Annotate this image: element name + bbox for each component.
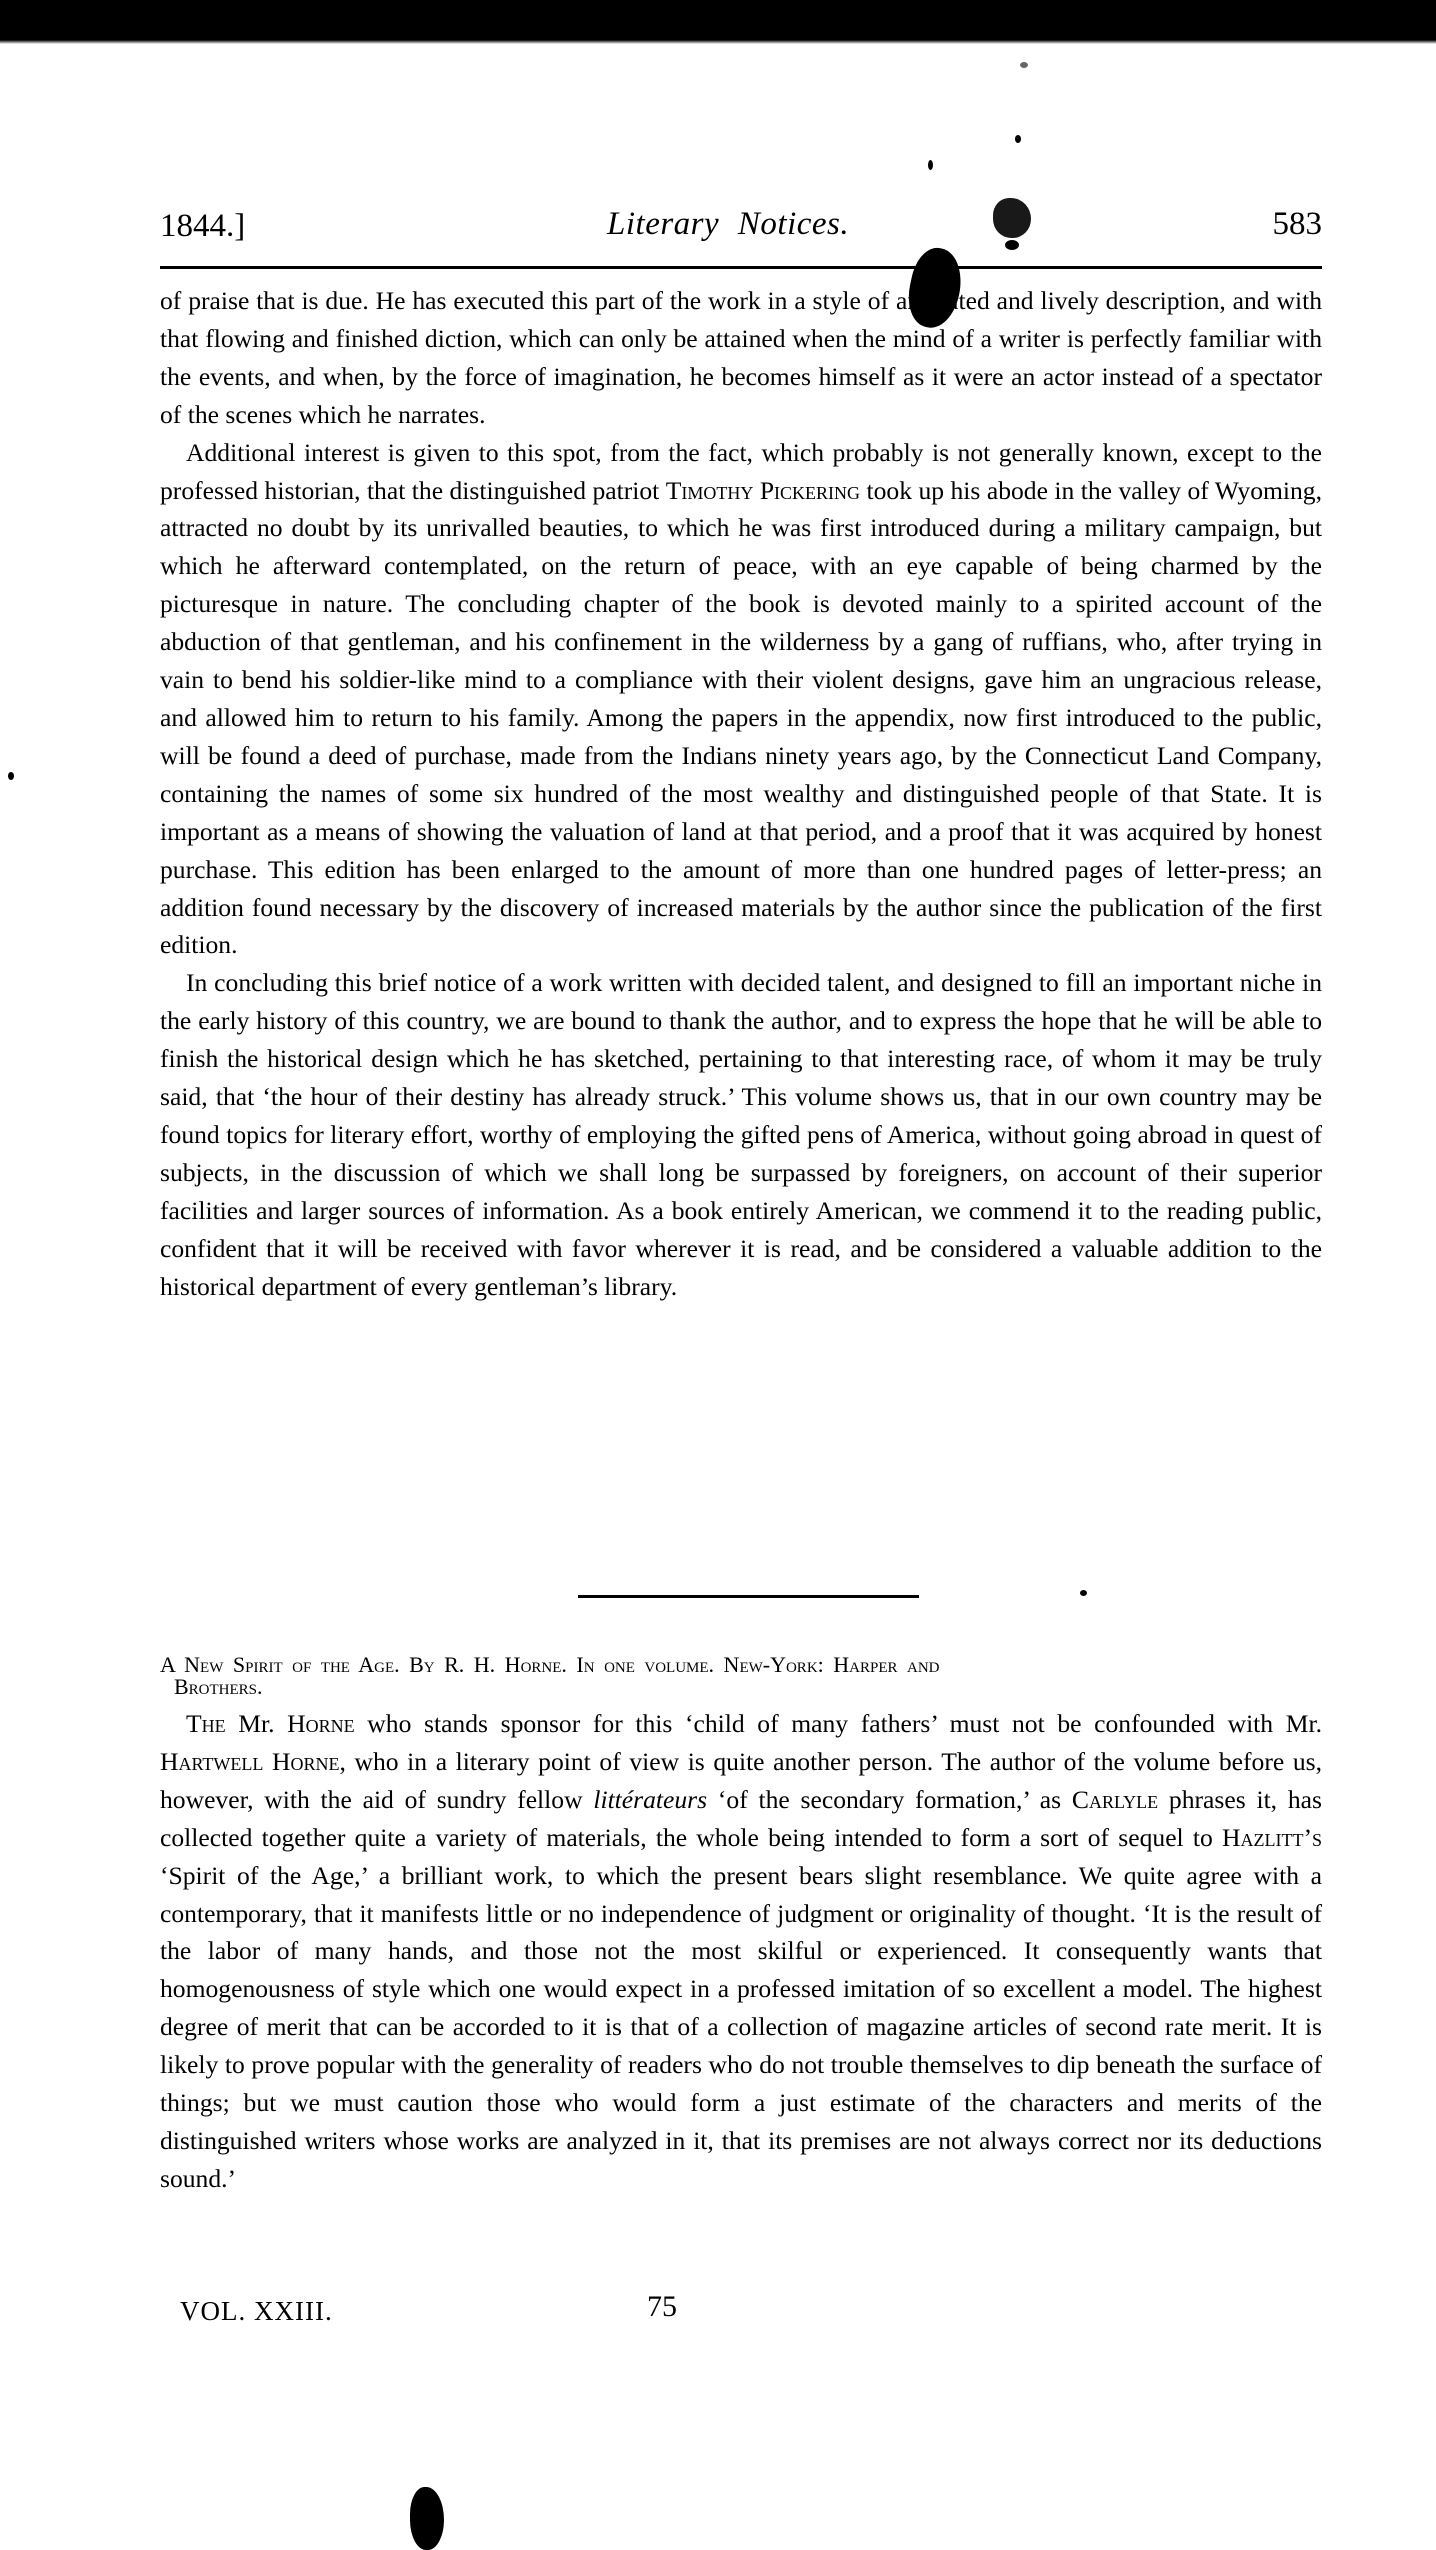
- notice-title: [160, 1654, 1322, 1698]
- running-head-year: 1844.]: [160, 208, 246, 244]
- person-name-carlyle: Carlyle: [1071, 1784, 1159, 1814]
- notice-paragraph: [160, 1705, 1322, 2198]
- review-paragraph-2-start: Additional interest is given to this spot, from the fact, which probably is not generally known, except to the professed historian, that the distinguished patriot: [160, 437, 1322, 505]
- continued-review: [160, 282, 1322, 1305]
- review-paragraph-2-rest: took up his abode in the valley of Wyoming, attracted no doubt by its unrivalled beauties, to which he was first introduced during a military campaign, but which he afterward contemplated, on the return of peace, with an eye capable of being charmed by the picturesque in nature. The concluding chapter of the book is devoted mainly to a spirited account of the abduction of that gentleman, and his confinement in the wilderness by a gang of ruffians, who, after trying in vain to bend his soldier-like mind to a compliance with their violent designs, gave him an ungracious release, and allowed him to return to his family. Among the papers in the appendix, now first introduced to the public, will be found a deed of purchase, made from the Indians ninety years ago, by the Connecticut Land Company, containing the names of some six hundred of the most wealthy and distinguished people of that State. It is important as a means of showing the valuation of land at that period, and a proof that it was acquired by honest purchase. This edition has been enlarged to the amount of more than one hundred pages of letter-press; an addition found necessary by the discovery of increased materials by the author since the publication of the first edition.: [160, 475, 1323, 960]
- text-segment: who stands sponsor for this ‘child of many fathers’ must not be confounded with Mr.: [354, 1709, 1322, 1738]
- notice-body: [160, 1705, 1322, 2198]
- notice-title-continuation: Brothers.: [174, 1674, 263, 1699]
- scan-top-border: [0, 0, 1436, 40]
- volume-label: VOL. XXIII.: [180, 2296, 333, 2326]
- page-footer: [160, 2290, 860, 2330]
- person-name-horne: Horne: [287, 1709, 355, 1738]
- notice-title-line: A New Spirit of the Age. By R. H. Horne. In one volume. New-York: Harper and: [160, 1652, 940, 1677]
- text-segment: phrases it, has collected together quite a variety of materials, the whole being intended to form a sort of sequel to: [160, 1784, 1322, 1852]
- review-paragraph-1: of praise that is due. He has executed this part of the work in a style of animated and lively description, and with that flowing and finished diction, which can only be attained when the mind of a writer is perfectly familiar with the events, and when, by the force of imagination, he becomes himself as it were an actor instead of a spectator of the scenes which he narrates.: [160, 286, 1322, 429]
- ink-speckle: [1020, 62, 1028, 68]
- ink-speckle: [1080, 1590, 1087, 1596]
- running-head: [160, 202, 1322, 254]
- text-segment: ‘Spirit of the Age,’ a brilliant work, to which the present bears slight resemblance. We quite agree with a contemporary, that it manifests little or no independence of judgment or originality of thought. ‘It is the result of the labor of many hands, and those not the most skilful or experienced. It consequently wants that homogenousness of style which one would expect in a professed imitation of so excellent a model. The highest degree of merit that can be accorded to it is that of a collection of magazine articles of second rate merit. It is likely to prove popular with the generality of readers who do not trouble themselves to dip beneath the surface of things; but we must caution those who would form a just estimate of the characters and merits of the distinguished writers whose works are analyzed in it, that its premises are not always correct nor its deductions sound.’: [160, 1860, 1322, 2193]
- ink-speckle: [928, 160, 933, 170]
- text-segment: ‘of the secondary formation,’ as: [707, 1784, 1072, 1814]
- lead-word: The: [186, 1709, 226, 1738]
- ink-speckle: [1015, 135, 1021, 143]
- person-name-hazlitt: Hazlitt’s: [1222, 1822, 1322, 1852]
- ink-blot-bottom: [410, 2487, 444, 2550]
- margin-mark: [8, 772, 14, 780]
- text-segment: , who in a literary point of view is quite another person. The author of the volume before us, however, with the aid of sundry fellow: [160, 1746, 1322, 1814]
- section-separator: [578, 1595, 919, 1598]
- header-rule: [160, 266, 1322, 269]
- text-segment: Mr.: [225, 1709, 288, 1738]
- running-head-title: Literary Notices.: [607, 206, 850, 242]
- italic-term: littérateurs: [593, 1784, 708, 1814]
- review-paragraph-2: [160, 434, 1322, 965]
- page-number: 583: [1272, 206, 1322, 242]
- signature-mark: 75: [647, 2290, 677, 2323]
- review-paragraph-3: In concluding this brief notice of a work written with decided talent, and designed to fill an important niche in the early history of this country, we are bound to thank the author, and to express the hope that he will be able to finish the historical design which he has sketched, pertaining to that interesting race, of whom it may be truly said, that ‘the hour of their destiny has already struck.’ This volume shows us, that in our own country may be found topics for literary effort, worthy of employing the gifted pens of America, without going abroad in quest of subjects, in the discussion of which we shall long be surpassed by foreigners, on account of their superior facilities and larger sources of information. As a book entirely American, we commend it to the reading public, confident that it will be received with favor wherever it is read, and be considered a valuable addition to the historical department of every gentleman’s library.: [160, 968, 1322, 1301]
- person-name-pickering: Timothy Pickering: [665, 475, 861, 505]
- person-name-hartwell-horne: Hartwell Horne: [160, 1746, 340, 1776]
